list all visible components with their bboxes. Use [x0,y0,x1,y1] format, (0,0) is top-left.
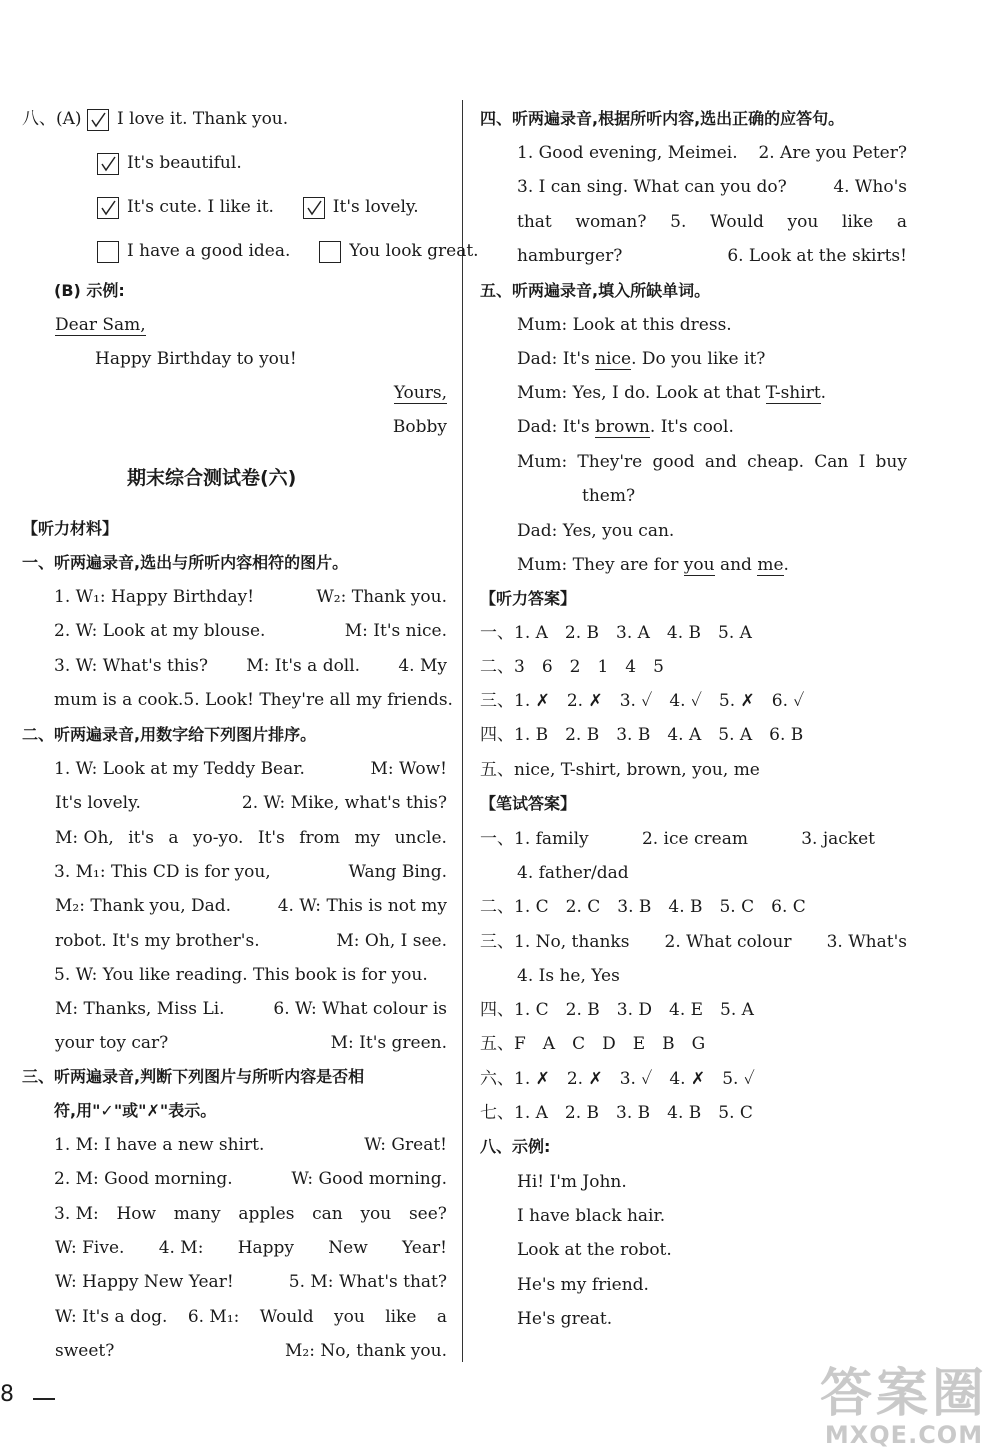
written-answer-6: 六、1. ✗ 2. ✗ 3. ✓ 4. ✗ 5. ✓ [480,1069,755,1089]
s5-line-8: Mum: They are for you and me. [517,555,789,575]
text-fragment: 3. W: What's this? [54,655,208,676]
text-fragment: New [328,1237,368,1258]
text-fragment: M: It's nice. [344,621,447,642]
text-fragment: good [652,452,695,472]
text-fragment: hamburger? [517,245,623,266]
q8-label-b: (B) 示例: [54,281,125,300]
text-fragment: it's [128,827,154,848]
text-fragment: 2. W: Look at my blouse. [54,621,266,642]
s3-line [55,1237,447,1259]
text-fragment: Would [710,211,764,232]
letter-name: Bobby [392,417,447,437]
section-2-title: 二、听两遍录音,用数字给下列图片排序。 [22,725,317,744]
checked-box-3 [97,197,119,219]
text-fragment: 5. M: What's that? [288,1272,447,1293]
text-fragment: I [858,452,866,472]
listening-answer-5: 五、nice, T-shirt, brown, you, me [480,760,760,780]
text-fragment: like [841,211,874,232]
checked-box-4 [303,197,325,219]
text-fragment: 一、1. family [480,829,589,849]
written-answer-4: 四、1. C 2. B 3. D 4. E 5. A [480,1000,754,1020]
text-fragment: 1. W: Look at my Teddy Bear. [54,759,305,779]
letter-greeting: Dear Sam, [55,315,146,335]
sample-line-2: I have black hair. [517,1206,666,1226]
text-fragment: 2. M: Good morning. [54,1169,233,1190]
text-fragment: Mum: [517,452,568,472]
s1-line [54,655,447,677]
s4-line [517,245,907,267]
listening-answer-1: 一、1. A 2. B 3. A 4. B 5. A [480,623,752,643]
column-divider [462,100,463,1362]
text-fragment: 6. W: What colour is [273,999,447,1020]
text-fragment: M: It's a doll. [246,655,361,676]
text-fragment: Can [814,452,849,472]
text-fragment: 6. M₁: [187,1306,240,1327]
written-answer-8-title: 八、示例: [480,1137,551,1156]
s4-line [517,176,907,198]
text-fragment: that [517,211,552,232]
page-number-dash [33,1398,55,1400]
s1-line [54,586,447,608]
s2-line [54,964,447,986]
text-fragment: 4. M: [158,1237,204,1258]
q8-row-2 [97,152,242,175]
section-5-title: 五、听两遍录音,填入所缺单词。 [480,281,711,300]
text-fragment: 三、1. No, thanks [480,932,630,952]
q8-row-3 [97,196,419,219]
text-fragment: robot. It's my brother's. [55,930,260,951]
text-fragment: cheap. [747,452,805,472]
letter-body: Happy Birthday to you! [95,349,297,369]
text-fragment: M₂: Thank you, Dad. [55,896,232,917]
text-fragment: yo-yo. [192,827,244,848]
s5-line-1: Mum: Look at this dress. [517,315,732,335]
q8-option-4: It's lovely. [332,197,419,217]
listening-answer-2: 二、3 6 2 1 4 5 [480,657,664,677]
text-fragment: M: Oh, [55,827,114,848]
text-fragment: W: Good morning. [291,1169,447,1190]
text-fragment: you [334,1306,365,1327]
text-fragment: you [787,211,819,232]
q8-option-2: It's beautiful. [127,153,242,173]
text-fragment: M: Oh, I see. [336,930,447,951]
text-fragment: woman? [575,211,647,232]
s2-line [55,895,447,917]
text-fragment: 4. W: This is not my [277,896,447,917]
text-fragment: M: Wow! [370,759,447,779]
written-answer-3b: 4. Is he, Yes [517,966,620,986]
q8-option-5: I have a good idea. [127,241,291,261]
written-answer-1b: 4. father/dad [517,863,629,883]
s5-line-6: them? [582,486,636,506]
q8-label-a: 八、(A) [22,109,82,129]
text-fragment: 2. ice cream [641,829,748,849]
text-fragment: mum is a cook. [54,689,184,710]
text-fragment: W: Happy New Year! [55,1272,234,1293]
q8-option-6: You look great. [349,241,479,261]
text-fragment: a [168,827,179,848]
text-fragment: 5. W: You like reading. This book is for you. [54,964,428,985]
text-fragment: your toy car? [55,1033,169,1054]
letter-closing: Yours, [393,383,447,403]
text-fragment: you [360,1203,392,1224]
s2-line [55,827,447,849]
s5-line-7: Dad: Yes, you can. [517,521,675,541]
s2-line [54,758,447,780]
s4-line [517,142,907,164]
text-fragment: W: It's a dog. [55,1306,168,1327]
text-fragment: 3. What's [826,932,907,952]
text-fragment: Year! [402,1237,447,1258]
text-fragment: my [354,827,381,848]
checked-box-2 [97,153,119,175]
text-fragment: 3. M₁: This CD is for you, [54,861,271,882]
text-fragment: It's [257,827,285,848]
s1-line [54,689,453,711]
text-fragment: 3. jacket [801,829,875,849]
text-fragment: sweet? [55,1340,115,1361]
s2-line [55,1032,447,1054]
q8-option-3: It's cute. I like it. [127,197,274,217]
s1-line [54,620,447,642]
written-answer-1 [480,828,875,850]
empty-box-5 [97,241,119,263]
text-fragment: Wang Bing. [348,861,447,882]
s4-line [517,211,907,233]
text-fragment: It's lovely. [55,793,141,814]
text-fragment: 5. Look! They're all my friends. [183,689,453,710]
text-fragment: 2. What colour [664,932,792,952]
empty-box-6 [319,241,341,263]
listening-answer-3: 三、1. ✗ 2. ✗ 3. ✓ 4. ✓ 5. ✗ 6. ✓ [480,691,805,711]
section-1-title: 一、听两遍录音,选出与所听内容相符的图片。 [22,553,349,572]
text-fragment: buy [875,452,907,472]
s3-line [55,1306,447,1328]
sample-line-4: He's my friend. [517,1275,649,1295]
s5-line-2: Dad: It's nice. Do you like it? [517,349,766,369]
text-fragment: W₂: Thank you. [316,587,447,607]
text-fragment: M: It's green. [330,1033,447,1054]
text-fragment: from [299,827,341,848]
s3-line [54,1168,447,1190]
s2-line [55,792,447,814]
text-fragment: a [896,211,907,232]
text-fragment: W: Five. [55,1237,125,1258]
text-fragment: 4. My [398,655,447,676]
s5-line-4: Dad: It's brown. It's cool. [517,417,734,437]
text-fragment: many [173,1203,221,1224]
text-fragment: uncle. [394,827,447,848]
listening-material-header: 【听力材料】 [22,519,119,538]
text-fragment: 6. Look at the skirts! [727,245,907,266]
text-fragment: W: Great! [364,1135,447,1155]
text-fragment: 3. M: [54,1203,99,1224]
written-answer-3 [480,931,907,953]
s3-line [55,1271,447,1293]
q8-option-1: I love it. Thank you. [116,109,289,129]
section-3-title-line-1: 三、听两遍录音,判断下列图片与所听内容是否相 [22,1067,365,1086]
s3-line [55,1340,447,1362]
text-fragment: see? [408,1203,447,1224]
s2-line [54,861,447,883]
section-3-title-line-2: 符,用"✓"或"✗"表示。 [54,1101,217,1120]
text-fragment: Happy [237,1237,295,1258]
text-fragment: M₂: No, thank you. [284,1340,447,1361]
sample-line-5: He's great. [517,1309,613,1329]
page-number: 8 [0,1382,14,1407]
text-fragment: They're [577,452,643,472]
text-fragment: can [312,1203,343,1224]
text-fragment: 2. Are you Peter? [758,143,907,163]
text-fragment: and [704,452,737,472]
section-4-title: 四、听两遍录音,根据所听内容,选出正确的应答句。 [480,109,845,128]
q8-row-1 [22,108,288,131]
s5-line-3: Mum: Yes, I do. Look at that T-shirt. [517,383,827,403]
text-fragment: 5. [670,211,687,232]
sample-line-1: Hi! I'm John. [517,1172,627,1192]
exam-title: 期末综合测试卷(六) [127,467,297,489]
listening-answers-header: 【听力答案】 [480,589,577,608]
q8-row-4 [97,240,479,263]
text-fragment: 1. M: I have a new shirt. [54,1135,265,1155]
text-fragment: How [116,1203,157,1224]
text-fragment: apples [238,1203,295,1224]
listening-answer-4: 四、1. B 2. B 3. B 4. A 5. A 6. B [480,725,804,745]
sample-line-3: Look at the robot. [517,1240,672,1260]
s3-line [54,1203,447,1225]
watermark-logo: 答案圈 MXQE.COM [819,1364,988,1449]
text-fragment: Would [259,1306,314,1327]
written-answer-5: 五、F A C D E B G [480,1034,706,1054]
text-fragment: a [436,1306,447,1327]
s5-line-5 [517,451,907,473]
checked-box-1 [87,109,109,131]
text-fragment: M: Thanks, Miss Li. [55,999,225,1020]
text-fragment: 2. W: Mike, what's this? [241,793,447,814]
text-fragment: 1. Good evening, Meimei. [517,143,738,163]
written-answers-header: 【笔试答案】 [480,794,577,813]
s2-line [55,930,447,952]
s2-line [55,998,447,1020]
text-fragment: 4. Who's [833,177,907,198]
text-fragment: like [385,1306,417,1327]
text-fragment: 3. I can sing. What can you do? [517,177,787,198]
written-answer-2: 二、1. C 2. C 3. B 4. B 5. C 6. C [480,897,806,917]
s3-line [54,1134,447,1156]
written-answer-7: 七、1. A 2. B 3. B 4. B 5. C [480,1103,753,1123]
text-fragment: 1. W₁: Happy Birthday! [54,587,255,607]
